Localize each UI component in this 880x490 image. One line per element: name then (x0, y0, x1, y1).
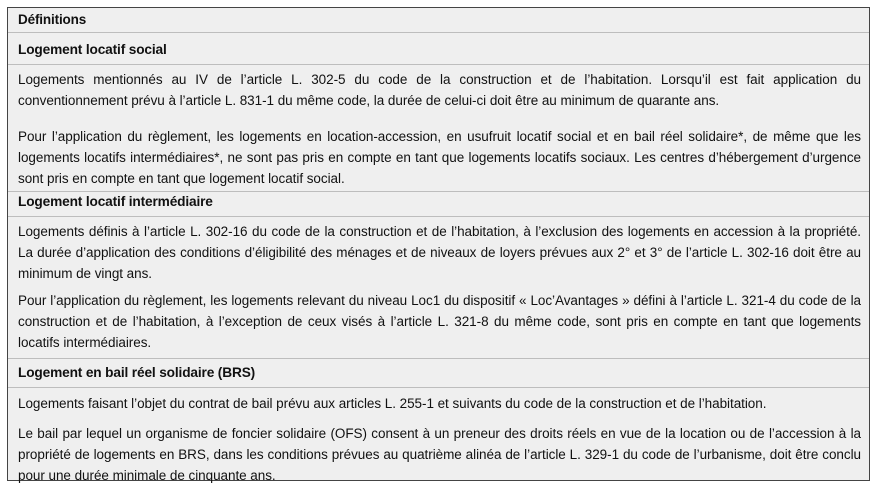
paragraph: Pour l’application du règlement, les logements relevant du niveau Loc1 du dispositif « Loc’Avantages » défini à l’article L. 321-4 du code de la construction et de l’habitation, à l’exception de ceux visés à l’article L. 321-8 du même code, sont pris en compte en tant que logements locatifs intermédiaires. (18, 293, 861, 350)
divider (8, 191, 869, 192)
paragraph: Logements mentionnés au IV de l’article L. 302-5 du code de la construction et de l’habitation. Lorsqu’il est fait application du conventionnement prévu à l’article L. 831-1 du même code, la durée de celui-ci doit être au minimum de quarante ans. (18, 72, 861, 108)
definitions-title: Définitions (18, 12, 87, 27)
paragraph: Logements faisant l’objet du contrat de bail prévu aux articles L. 255-1 et suivants du code de la construction et de l’habitation. (18, 396, 767, 411)
section-heading-logement-brs: Logement en bail réel solidaire (BRS) (18, 365, 256, 380)
paragraph: Logements définis à l’article L. 302-16 du code de la construction et de l’habitation, à l’exclusion des logements en accession à la propriété. La durée d’application des conditions d’éligibilité des ménages et de niveaux de loyers prévues aux 2° et 3° de l’article L. 302-16 doit être au minimum de vingt ans. (18, 224, 861, 281)
definitions-panel (7, 7, 870, 481)
paragraph: Pour l’application du règlement, les logements en location-accession, en usufruit locatif social et en bail réel solidaire*, de même que les logements locatifs intermédiaires*, ne sont pas pris en compte en tant que logements locatifs sociaux. Les centres d’hébergement d’urgence sont pris en compte en tant que logement locatif social. (18, 129, 861, 186)
paragraph: Le bail par lequel un organisme de foncier solidaire (OFS) consent à un preneur des droits réels en vue de la location ou de l’accession à la propriété de logements en BRS, dans les conditions prévues au quatrième alinéa de l’article L. 329-1 du code de l’urbanisme, doit être conclu pour une durée minimale de cinquante ans. (18, 426, 861, 483)
divider (8, 32, 869, 33)
divider (8, 216, 869, 217)
divider (8, 64, 869, 65)
section-heading-logement-locatif-social: Logement locatif social (18, 42, 167, 57)
section-heading-logement-locatif-intermediaire: Logement locatif intermédiaire (18, 194, 213, 209)
divider (8, 358, 869, 359)
divider (8, 387, 869, 388)
